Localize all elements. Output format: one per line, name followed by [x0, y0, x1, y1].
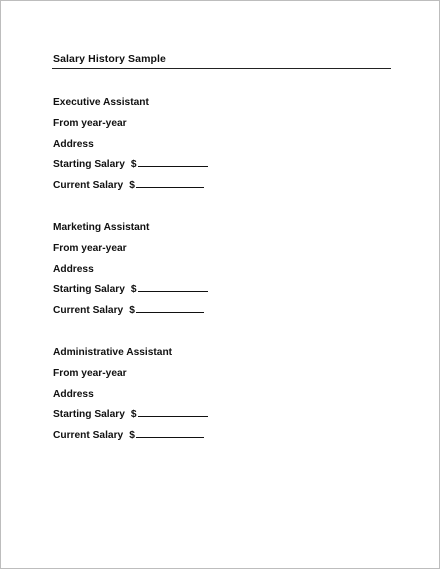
years-line: From year-year	[53, 242, 127, 254]
current-salary-label: Current Salary	[53, 430, 124, 442]
currency-symbol: $	[129, 305, 135, 317]
starting-salary-blank[interactable]	[138, 416, 208, 417]
starting-salary-line	[53, 405, 383, 426]
current-salary-line	[53, 301, 383, 322]
position-title: Marketing Assistant	[53, 222, 150, 233]
current-salary-blank[interactable]	[136, 187, 204, 188]
current-salary-label: Current Salary	[53, 180, 124, 192]
currency-symbol: $	[129, 430, 135, 442]
address-line: Address	[53, 263, 94, 275]
salary-entry	[53, 93, 383, 197]
starting-salary-line	[53, 155, 383, 176]
starting-salary-label: Starting Salary	[53, 284, 125, 296]
salary-entry	[53, 218, 383, 322]
years-line: From year-year	[53, 117, 127, 129]
currency-symbol: $	[130, 409, 137, 421]
starting-salary-blank[interactable]	[138, 166, 208, 167]
title-underline	[52, 68, 391, 69]
starting-salary-blank[interactable]	[138, 291, 208, 292]
starting-salary-line	[53, 280, 383, 301]
current-salary-blank[interactable]	[136, 312, 204, 313]
address-line: Address	[53, 138, 94, 150]
current-salary-line	[53, 176, 383, 197]
currency-symbol: $	[130, 159, 137, 171]
current-salary-blank[interactable]	[136, 437, 204, 438]
document-title: Salary History Sample	[53, 53, 166, 65]
currency-symbol: $	[129, 180, 135, 192]
position-title: Executive Assistant	[53, 97, 149, 108]
position-title: Administrative Assistant	[53, 347, 173, 358]
currency-symbol: $	[130, 284, 137, 296]
address-line: Address	[53, 388, 94, 400]
current-salary-line	[53, 426, 383, 447]
starting-salary-label: Starting Salary	[53, 409, 125, 421]
salary-entry	[53, 343, 383, 447]
years-line: From year-year	[53, 367, 127, 379]
starting-salary-label: Starting Salary	[53, 159, 125, 171]
current-salary-label: Current Salary	[53, 305, 124, 317]
